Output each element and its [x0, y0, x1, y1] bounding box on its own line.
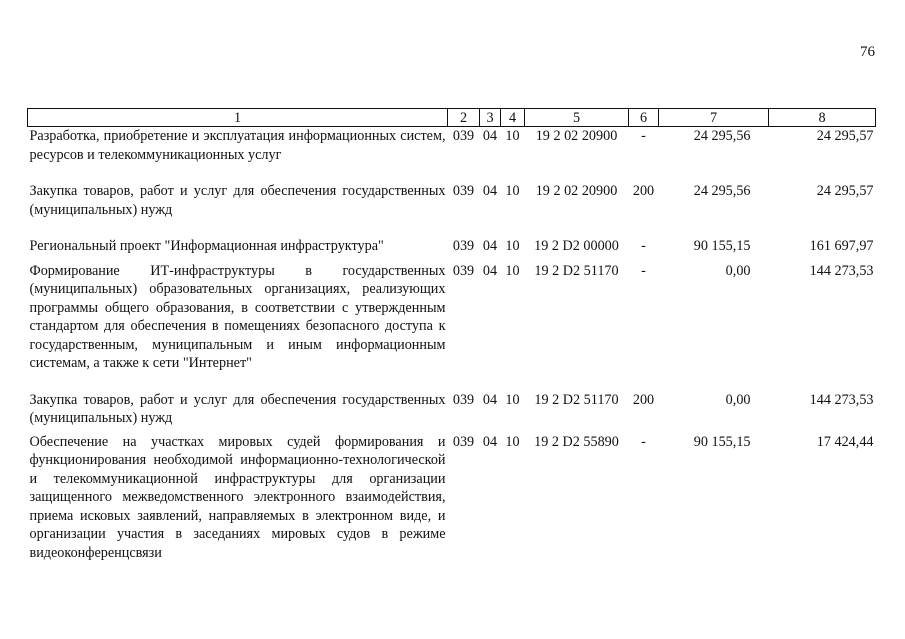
row-name: Формирование ИТ-инфраструктуры в государственных (муниципальных) образовательных организациях, реализующих программы общего образования, в соответствии с утвержденным стандартом для обеспечения в помещениях безопасного доступа к государственным, муниципальным и иным информационным системам, а также к сети "Интернет" — [29, 262, 446, 371]
page-number: 76 — [860, 44, 875, 60]
row-vr: 200 — [632, 183, 655, 199]
row-sum-2: 144 273,53 — [809, 391, 874, 408]
row-vr: 200 — [632, 391, 655, 408]
row-csr: 19 2 02 20900 — [535, 183, 618, 199]
row-grbs: 039 — [452, 183, 475, 199]
row-rz: 04 — [482, 433, 498, 450]
row-rz: 04 — [482, 391, 498, 408]
row-csr: 19 2 D2 51170 — [534, 262, 619, 279]
row-vr: - — [641, 433, 646, 450]
row-rz: 04 — [482, 238, 498, 254]
row-pr: 10 — [505, 391, 520, 408]
table-row — [28, 127, 876, 165]
row-sum-2: 24 295,57 — [816, 128, 874, 144]
row-csr: 19 2 D2 00000 — [534, 238, 619, 254]
row-sum-1: 0,00 — [725, 262, 751, 279]
header-col-7: 7 — [659, 109, 769, 127]
row-spacer — [28, 373, 876, 391]
row-pr: 10 — [505, 183, 520, 199]
table-row — [28, 182, 876, 219]
row-grbs: 039 — [452, 391, 475, 408]
row-vr: - — [641, 128, 646, 144]
table-row — [28, 433, 876, 563]
header-col-1: 1 — [28, 109, 448, 127]
row-grbs: 039 — [452, 128, 475, 144]
row-rz: 04 — [482, 262, 498, 279]
row-sum-1: 90 155,15 — [693, 238, 751, 254]
budget-table — [27, 108, 876, 562]
row-grbs: 039 — [452, 238, 475, 254]
row-rz: 04 — [482, 128, 498, 144]
row-spacer — [28, 219, 876, 237]
table-header-row — [28, 109, 876, 127]
row-csr: 19 2 02 20900 — [535, 128, 618, 144]
table-row — [28, 237, 876, 256]
row-sum-1: 24 295,56 — [693, 183, 751, 199]
row-vr: - — [641, 238, 646, 254]
row-grbs: 039 — [452, 433, 475, 450]
row-sum-2: 144 273,53 — [809, 262, 874, 279]
header-col-6: 6 — [629, 109, 659, 127]
row-spacer — [28, 164, 876, 182]
row-grbs: 039 — [452, 262, 475, 279]
row-csr: 19 2 D2 51170 — [534, 391, 619, 408]
row-sum-1: 0,00 — [725, 391, 751, 408]
row-sum-2: 24 295,57 — [816, 183, 874, 199]
row-vr: - — [641, 262, 646, 279]
row-csr: 19 2 D2 55890 — [534, 433, 619, 450]
header-col-4: 4 — [501, 109, 525, 127]
row-name: Разработка, приобретение и эксплуатация информационных систем, ресурсов и телекоммуникационных услуг — [29, 128, 446, 163]
table-row — [28, 391, 876, 428]
row-sum-1: 90 155,15 — [693, 433, 751, 450]
row-sum-1: 24 295,56 — [693, 128, 751, 144]
row-pr: 10 — [505, 433, 520, 450]
table-row — [28, 262, 876, 373]
row-name: Обеспечение на участках мировых судей формирования и функционирования необходимой информационно-технологической и телекоммуникационной инфраструктуры для организации защищенного межведомственного электронного взаимодействия, приема исковых заявлений, направляемых в электронном виде, и организации участия в заседаниях мировых судов в режиме видеоконференцсвязи — [29, 433, 446, 561]
header-col-3: 3 — [480, 109, 501, 127]
row-name: Закупка товаров, работ и услуг для обеспечения государственных (муниципальных) нужд — [29, 391, 446, 426]
row-sum-2: 17 424,44 — [816, 433, 874, 450]
header-col-5: 5 — [525, 109, 629, 127]
header-col-2: 2 — [448, 109, 480, 127]
row-pr: 10 — [505, 262, 520, 279]
row-name: Региональный проект "Информационная инфраструктура" — [29, 238, 384, 254]
row-rz: 04 — [482, 183, 498, 199]
header-col-8: 8 — [769, 109, 876, 127]
row-name: Закупка товаров, работ и услуг для обеспечения государственных (муниципальных) нужд — [29, 183, 446, 218]
row-pr: 10 — [505, 238, 520, 254]
row-pr: 10 — [505, 128, 520, 144]
row-sum-2: 161 697,97 — [809, 238, 874, 254]
